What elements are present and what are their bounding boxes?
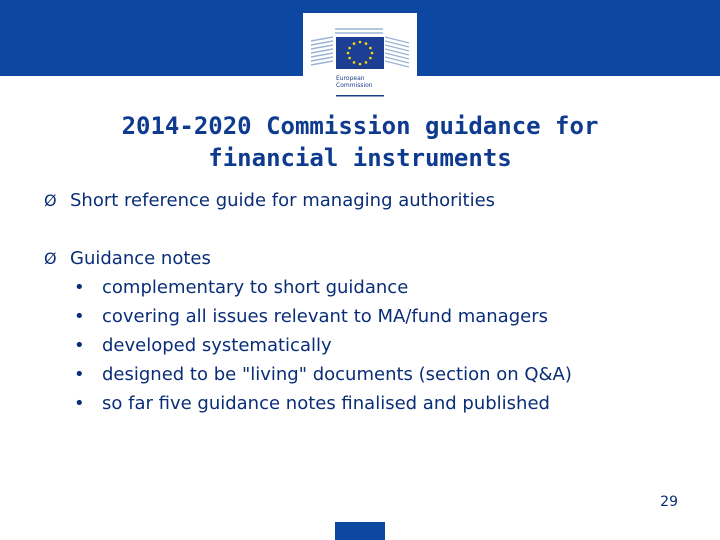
sub-bullet-text: designed to be "living" documents (section on Q&A) <box>102 364 572 385</box>
dot-bullet-icon: • <box>74 335 85 356</box>
sub-bullet-item <box>74 393 550 415</box>
dot-bullet-icon: • <box>74 306 85 327</box>
bullet-item <box>44 190 495 212</box>
title-line-1: 2014-2020 Commission guidance for <box>121 112 599 140</box>
sub-bullet-text: covering all issues relevant to MA/fund managers <box>102 306 548 327</box>
logo-line-commission: Commission <box>336 82 373 89</box>
sub-bullet-item <box>74 364 572 386</box>
european-commission-logo <box>303 13 417 100</box>
bullet-text: Short reference guide for managing authorities <box>70 190 496 211</box>
page-number: 29 <box>660 494 678 510</box>
sub-bullet-text: developed systematically <box>102 335 332 356</box>
sub-bullet-text: complementary to short guidance <box>102 277 409 298</box>
arrow-bullet-icon: Ø <box>44 191 57 210</box>
bullet-item <box>44 248 211 270</box>
sub-bullet-item <box>74 277 408 299</box>
dot-bullet-icon: • <box>74 393 85 414</box>
slide-title <box>40 110 680 174</box>
sub-bullet-item <box>74 335 332 357</box>
footer-bar <box>335 522 385 540</box>
sub-bullet-item <box>74 306 548 328</box>
dot-bullet-icon: • <box>74 277 85 298</box>
arrow-bullet-icon: Ø <box>44 249 57 268</box>
logo-line-european: European <box>336 75 365 82</box>
dot-bullet-icon: • <box>74 364 85 385</box>
title-line-2: financial instruments <box>208 144 512 172</box>
logo-wordmark <box>336 75 373 89</box>
sub-bullet-text: so far five guidance notes finalised and published <box>102 393 550 414</box>
bullet-text: Guidance notes <box>70 248 211 269</box>
